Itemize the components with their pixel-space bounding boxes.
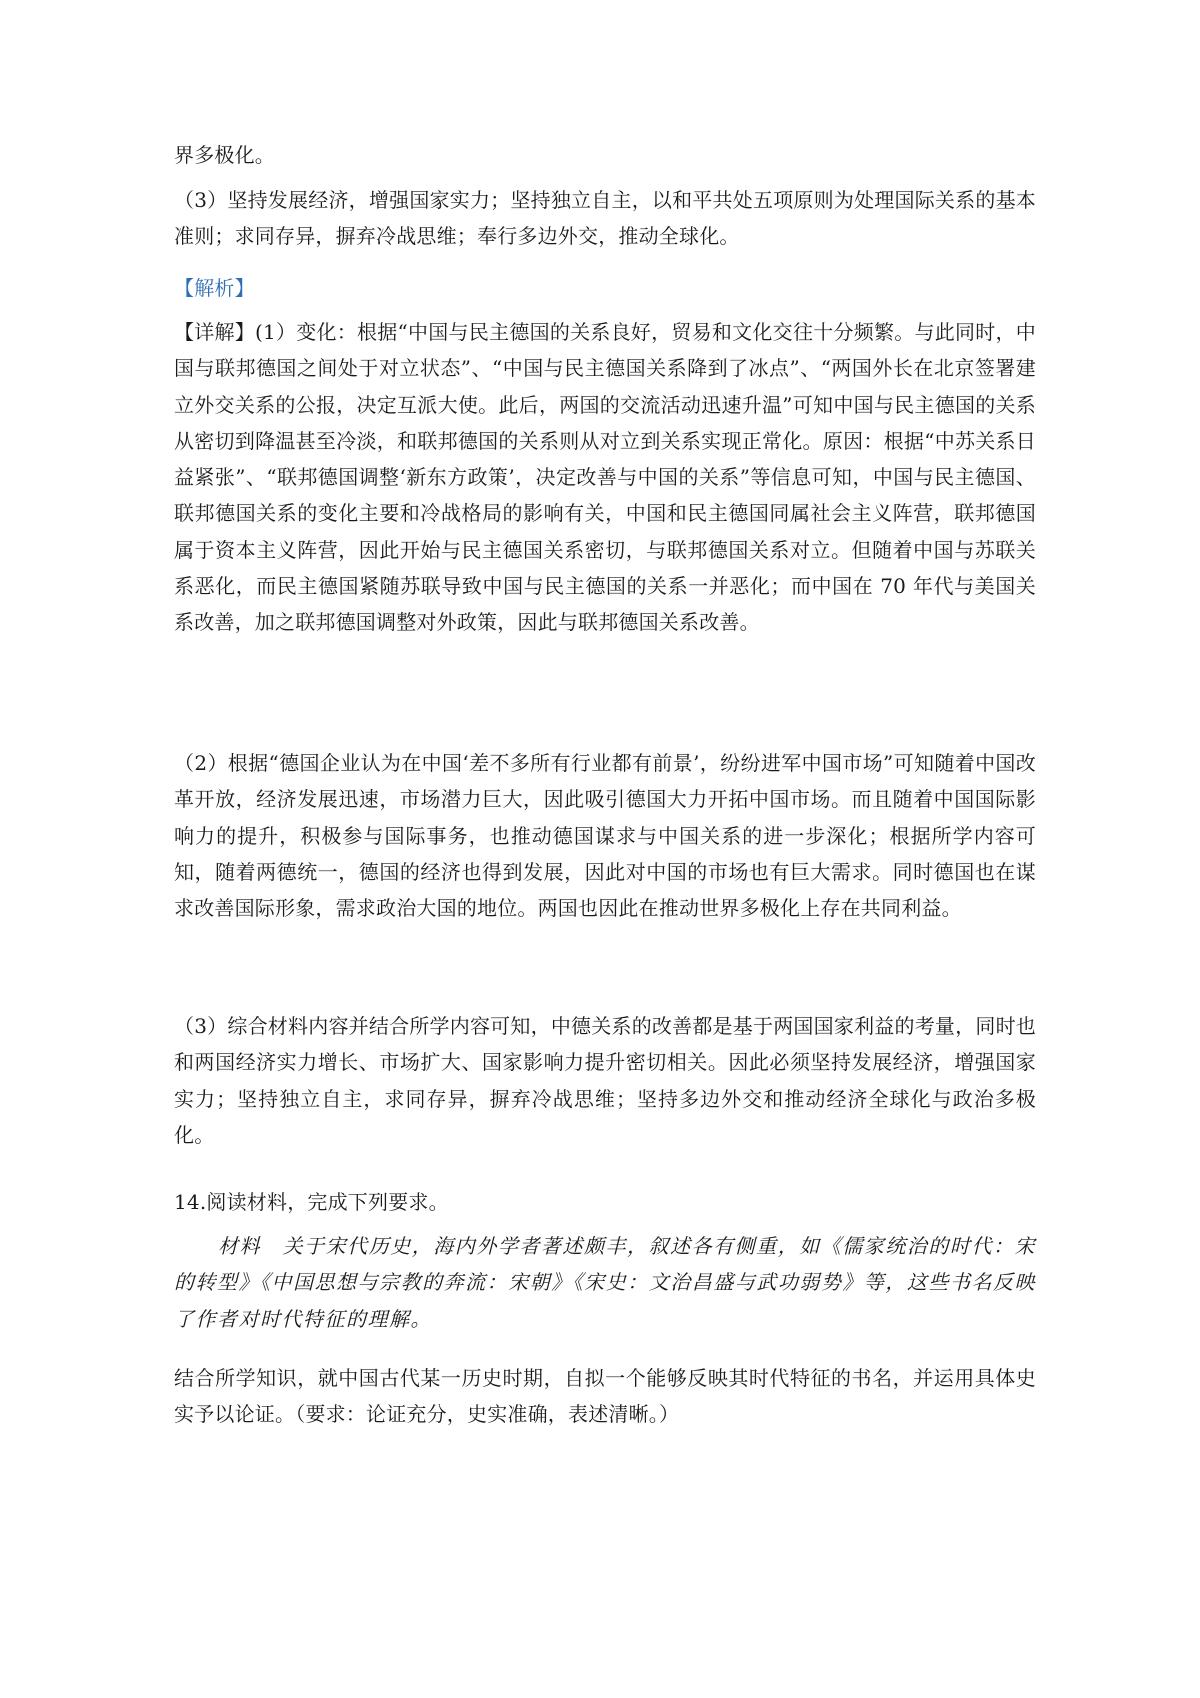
detail-2-text: （2）根据“德国企业认为在中国‘差不多所有行业都有前景’，纷纷进军中国市场”可知随着中国改革开放，经济发展迅速，市场潜力巨大，因此吸引德国大力开拓中国市场。而且随着中国国际影响力的提升，积极参与国际事务，也推动德国谋求与中国关系的进一步深化；根据所学内容可知，随着两德统一，德国的经济也得到发展，因此对中国的市场也有巨大需求。同时德国也在谋求改善国际形象，需求政治大国的地位。两国也因此在推动世界多极化上存在共同利益。 <box>174 751 1036 921</box>
question-14-title-text: 14.阅读材料，完成下列要求。 <box>174 1190 449 1214</box>
detail-1-text: (1）变化：根据“中国与民主德国的关系良好，贸易和文化交往十分频繁。与此同时，中国与联邦德国之间处于对立状态”、“中国与民主德国关系降到了冰点”、“两国外长在北京签署建立外交关系的公报，决定互派大使。此后，两国的交流活动迅速升温”可知中国与民主德国的关系从密切到降温甚至冷淡，和联邦德国的关系则从对立到关系实现正常化。原因：根据“中苏关系日益紧张”、“联邦德国调整‘新东方政策’，决定改善与中国的关系”等信息可知，中国与民主德国、联邦德国关系的变化主要和冷战格局的影响有关，中国和民主德国同属社会主义阵营，联邦德国属于资本主义阵营，因此开始与民主德国关系密切，与联邦德国关系对立。但随着中国与苏联关系恶化，而民主德国紧随苏联导致中国与民主德国的关系一并恶化；而中国在 70 年代与美国关系改善，加之联邦德国调整对外政策，因此与联邦德国关系改善。 <box>174 320 1036 635</box>
analysis-heading <box>174 270 1036 306</box>
question-14-material-text: 材料 关于宋代历史，海内外学者著述颇丰，叙述各有侧重，如《儒家统治的时代：宋的转型》《中国思想与宗教的奔流：宋朝》《宋史：文治昌盛与武功弱势》等，这些书名反映了作者对时代特征的理解。 <box>174 1234 1036 1331</box>
detail-tag: 【详解】 <box>174 320 256 344</box>
analysis-tag: 【解析】 <box>174 276 255 300</box>
question-14-material <box>174 1228 1036 1337</box>
answer-item-3 <box>174 182 1036 255</box>
analysis-detail-1 <box>174 314 1036 641</box>
answer-item-3-text: （3）坚持发展经济，增强国家实力；坚持独立自主，以和平共处五项原则为处理国际关系的基本准则；求同存异，摒弃冷战思维；奉行多边外交，推动全球化。 <box>174 188 1036 249</box>
analysis-detail-2 <box>174 745 1036 926</box>
detail-3-text: （3）综合材料内容并结合所学内容可知，中德关系的改善都是基于两国国家利益的考量，同时也和两国经济实力增长、市场扩大、国家影响力提升密切相关。因此必须坚持发展经济，增强国家实力；坚持独立自主，求同存异，摒弃冷战思维；坚持多边外交和推动经济全球化与政治多极化。 <box>174 1014 1036 1147</box>
answer-line-continued <box>174 137 1036 173</box>
question-14-task-text: 结合所学知识，就中国古代某一历史时期，自拟一个能够反映其时代特征的书名，并运用具体史实予以论证。（要求：论证充分，史实准确，表述清晰。） <box>174 1366 1036 1427</box>
answer-continued-text: 界多极化。 <box>174 143 275 167</box>
analysis-detail-3 <box>174 1008 1036 1153</box>
question-14-title <box>174 1184 1036 1220</box>
question-14-task <box>174 1360 1036 1433</box>
